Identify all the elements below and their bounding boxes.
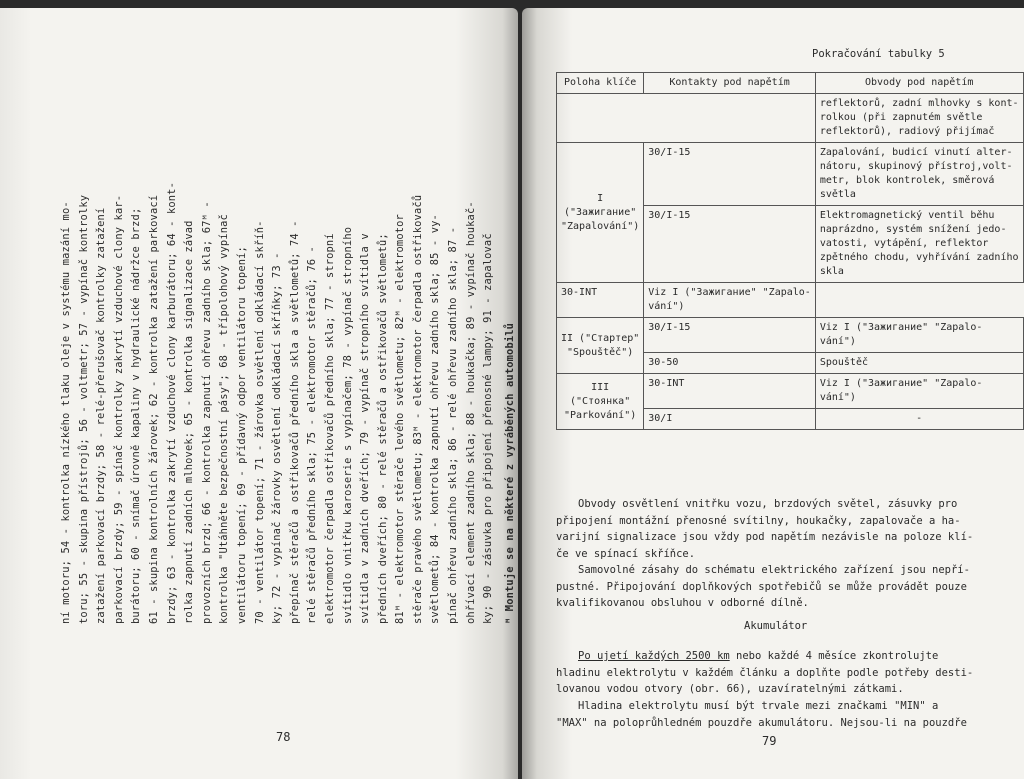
- circuit-line: naprázdno, systém snížení jedo-: [819, 224, 1007, 235]
- page-number-right: 79: [762, 734, 777, 748]
- circuits-cell: [815, 318, 1023, 353]
- circuit-line: Zapalování, budicí vinutí alter-: [819, 147, 1013, 158]
- legend-line: parkovací brzdy; 59 - spínač kontrolky zakrytí vzduchové clony kar-: [112, 194, 125, 624]
- legend-line: 61 - skupina kontrolních žárovek; 62 - kontrolka zatažení parkovací: [147, 194, 160, 624]
- legend-line: svítidlo vnitřku karoserie s vypínačem; 78 - vypínač stropního: [341, 226, 354, 624]
- table-row: [557, 283, 1024, 318]
- circuit-line: nátoru, skupinový přístroj,volt-: [819, 161, 1013, 172]
- text-line: Hladina elektrolytu musí být trvale mezi značkami "MIN" a: [578, 700, 939, 712]
- circuits-cell: [815, 206, 1023, 283]
- circuit-line: Elektromagnetický ventil běhu: [819, 210, 995, 221]
- circuits-cell: [815, 409, 1023, 430]
- paragraph-electrolyte-check: [556, 648, 996, 698]
- key-position-cell: II ("Стартер" "Spouštěč"): [557, 318, 644, 374]
- legend-line: rolka zapnutí zadních mlhovek; 65 - kontrolka signalizace závad: [183, 220, 196, 624]
- legend-line: elektromotor čerpadla ostřikovačů předního skla; 77 - stropní: [323, 233, 336, 624]
- table-header-row: [557, 73, 1024, 94]
- legend-line: relé stěračů předního skla; 75 - elektromotor stěračů; 76 -: [306, 246, 319, 624]
- underlined-interval: Po ujetí každých 2500 km: [578, 650, 730, 662]
- circuits-cell: [815, 353, 1023, 374]
- text-line: hladinu elektrolytu v každém článku a doplňte podle potřeby desti-: [556, 666, 974, 679]
- right-page: [522, 8, 1024, 779]
- header-contacts: Kontakty pod napětím: [644, 73, 816, 94]
- circuits-cell: [815, 374, 1023, 409]
- contact-cell: 30/I-15: [644, 143, 816, 206]
- legend-line: 81ᴹ - elektromotor stěrače levého světlometu; 82ᴹ - elektromotor: [394, 214, 407, 624]
- legend-line: brzdy; 63 - kontrolka zakrytí vzduchové clony karburátoru; 64 - kont-: [165, 182, 178, 624]
- legend-line: svítidla v zadních dveřích; 79 - vypínač stropního svítidla v: [359, 233, 372, 624]
- legend-line: 70 - ventilátor topení; 71 - žárovka osvětlení odkládací skříň-: [253, 220, 266, 624]
- legend-line: předních dveřích; 80 - relé stěračů a ostřikovačů světlometů;: [376, 233, 389, 624]
- circuit-line: -: [916, 413, 923, 424]
- text-line: Samovolné zásahy do schématu elektrického zařízení jsou nepří-: [578, 564, 970, 576]
- legend-line: ky; 90 - zásuvka pro připojení přenosné lampy; 91 - zapalovač: [482, 233, 495, 624]
- legend-line: kontrolka "Utáhněte bezpečnostní pásy"; 68 - třípolohový vypínač: [218, 214, 231, 624]
- circuit-line: reflektorů, zadní mlhovky s kont-: [819, 98, 1019, 109]
- circuit-line: Spouštěč: [819, 357, 868, 368]
- circuit-line: Viz I ("Зажигание" "Zapalo-: [648, 287, 811, 298]
- legend-line: stěrače pravého světlometu; 83ᴹ - elektromotor čerpadla ostřikovačů: [411, 194, 424, 624]
- table-row: [557, 143, 1024, 206]
- empty-cell: [557, 94, 816, 143]
- section-title-battery: Akumulátor: [744, 620, 808, 632]
- legend-line: přepínač stěračů a ostřikovačů předního skla a světlometů; 74 -: [288, 220, 301, 624]
- circuit-line: skla: [819, 266, 844, 277]
- ignition-table: [556, 72, 1024, 430]
- table-row: [557, 318, 1024, 353]
- circuit-line: Viz I ("Зажигание" "Zapalo-: [819, 378, 983, 389]
- key-position-cell: III ("Стоянка" "Parkování"): [557, 374, 644, 430]
- legend-line: ní motoru; 54 - kontrolka nízkého tlaku oleje v systému mazání mo-: [60, 201, 72, 624]
- contact-cell: 30-INT: [557, 283, 644, 318]
- text-line: če ve spínací skříňce.: [556, 547, 696, 560]
- text-line: [556, 648, 996, 665]
- legend-line: zatažení parkovací brzdy; 58 - relé-přerušovač kontrolky zatažení: [95, 207, 108, 624]
- circuit-line: vání"): [648, 301, 685, 312]
- circuit-line: vání"): [819, 392, 856, 403]
- legend-line: toru; 55 - skupina přístrojů; 56 - voltmetr; 57 - vypínač kontrolky: [77, 194, 90, 624]
- header-key-position: Poloha klíče: [557, 73, 644, 94]
- legend-line: burátoru; 60 - snímač úrovně kapaliny v hydraulické nádržce brzd;: [130, 207, 143, 624]
- legend-text-block: [58, 154, 516, 624]
- circuit-line: vání"): [819, 336, 856, 347]
- legend-footnote: ᴹ Montuje se na některé z vyráběných automobilů: [503, 322, 516, 624]
- legend-line: ohřívací element zadního skla; 88 - houkačka; 89 - vypínač houkač-: [464, 201, 477, 624]
- legend-line: pínač ohřevu zadního skla; 86 - relé ohřevu zadního skla; 87 -: [447, 226, 460, 624]
- circuits-cell: [815, 94, 1023, 143]
- circuits-cell: [815, 143, 1023, 206]
- table-continuation-label: Pokračování tabulky 5: [812, 48, 945, 60]
- rotated-legend: [58, 154, 516, 624]
- contact-cell: 30-50: [644, 353, 816, 374]
- paragraph-electrolyte-level: [556, 698, 996, 731]
- text-line: připojení montážní přenosné svítilny, houkačky, zapalovače a ha-: [556, 514, 961, 527]
- text-line: varijní signalizace jsou vždy pod napětím nezávisle na poloze klí-: [556, 531, 974, 543]
- legend-line: ky; 72 - vypínač žárovky osvětlení odkládací skříňky; 73 -: [271, 252, 284, 624]
- circuits-cell: [644, 283, 816, 318]
- legend-line: ventilátoru topení; 69 - přídavný odpor ventilátoru topení;: [235, 246, 248, 624]
- contact-cell: 30/I-15: [644, 206, 816, 283]
- text-line: kvalifikovanou obsluhou v odborné dílně.: [556, 597, 809, 609]
- contact-cell: 30/I-15: [644, 318, 816, 353]
- page-number-left: 78: [276, 730, 291, 744]
- circuit-line: rolkou (při zapnutém světle: [819, 112, 983, 123]
- circuit-line: Viz I ("Зажигание" "Zapalo-: [819, 322, 983, 333]
- paragraph-warning: [556, 562, 996, 612]
- circuit-line: reflektorů), radiový přijímač: [819, 126, 995, 137]
- header-circuits: Obvody pod napětím: [815, 73, 1023, 94]
- table-row: [557, 374, 1024, 409]
- circuit-line: světla: [819, 189, 856, 200]
- text-line: Obvody osvětlení vnitřku vozu, brzdových světel, zásuvky pro: [578, 498, 958, 510]
- circuit-line: zpětného chodu, vyhřívání zadního: [819, 252, 1019, 263]
- left-page: [0, 8, 518, 779]
- table-row: [557, 94, 1024, 143]
- circuit-line: metr, blok kontrolek, směrová: [819, 175, 995, 186]
- contact-cell: 30-INT: [644, 374, 816, 409]
- key-position-cell: I ("Зажигание" "Zapalování"): [557, 143, 644, 283]
- paragraph-always-live: [556, 496, 996, 562]
- circuit-line: vatosti, vytápění, reflektor: [819, 238, 989, 249]
- text-line: "MAX" na poloprůhledném pouzdře akumulátoru. Nejsou-li na pouzdře: [556, 716, 967, 729]
- legend-line: provozních brzd; 66 - kontrolka zapnutí ohřevu zadního skla; 67ᴹ -: [200, 201, 213, 624]
- text-line: lovanou vodou otvory (obr. 66), uzavíratelnými zátkami.: [556, 683, 904, 695]
- text-line: pustné. Připojování doplňkových spotřebičů se může provádět pouze: [556, 580, 967, 593]
- contact-cell: 30/I: [644, 409, 816, 430]
- legend-line: světlometů; 84 - kontrolka zapnutí ohřevu zadního skla; 85 - vy-: [429, 214, 442, 624]
- table-body: [557, 94, 1024, 430]
- text-fragment: nebo každé 4 měsíce zkontrolujte: [729, 650, 939, 662]
